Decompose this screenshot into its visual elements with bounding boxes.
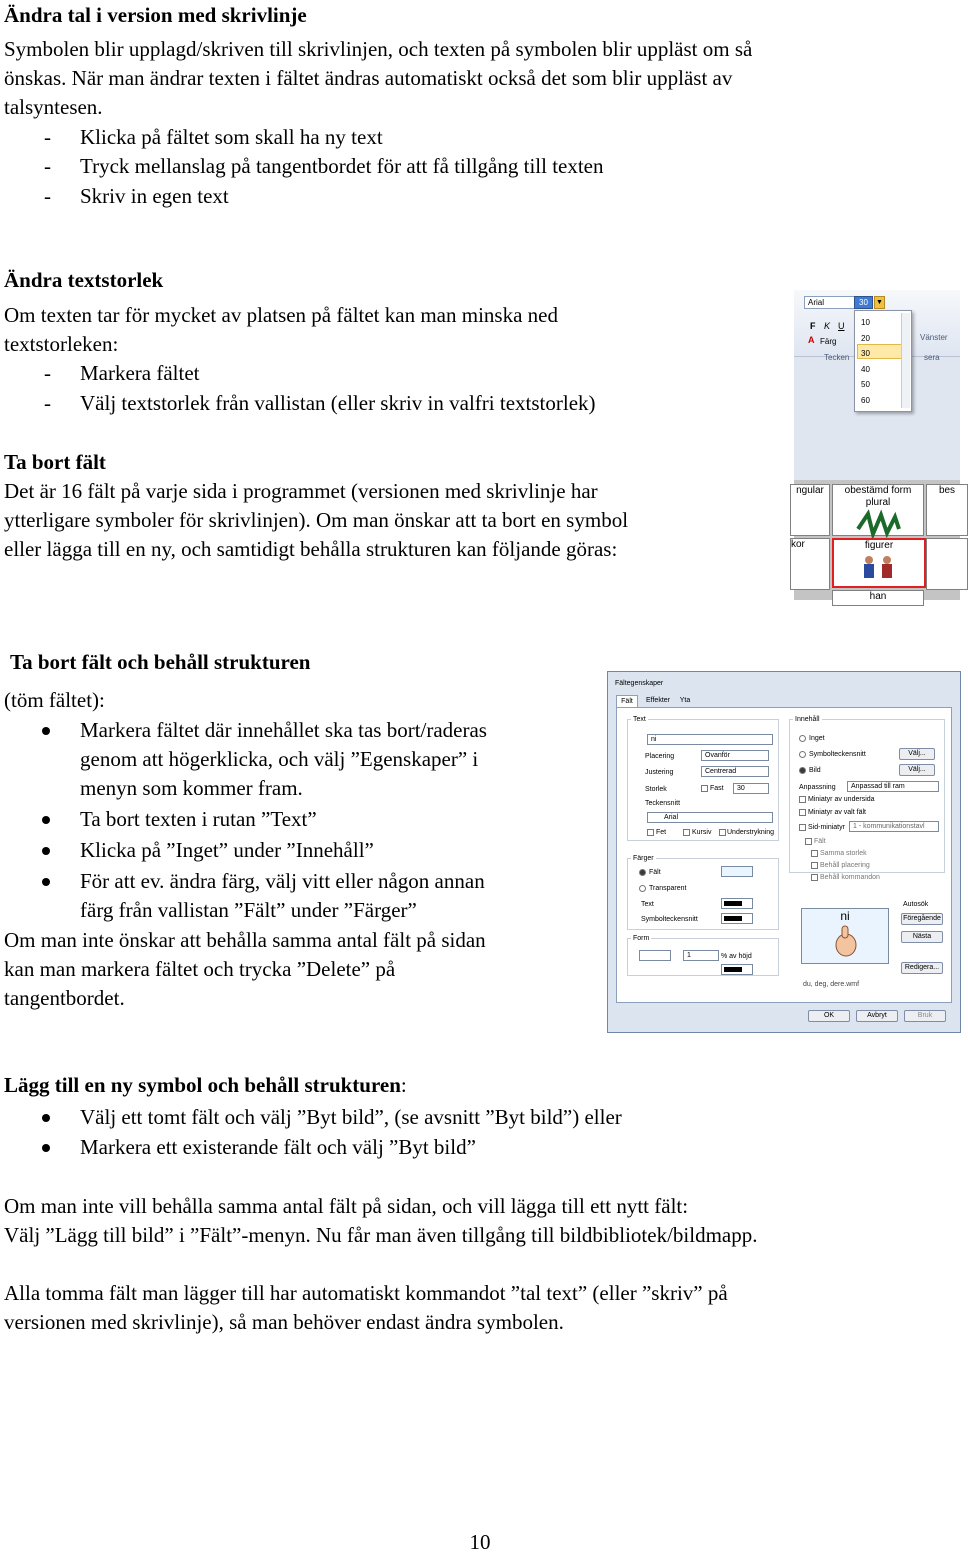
border-width-select[interactable] [683, 950, 719, 961]
size-option[interactable]: 30 [861, 349, 870, 358]
size-options [861, 315, 870, 408]
alignment-label: Vänster [920, 333, 948, 342]
text-color-select[interactable] [721, 898, 753, 909]
checkbox-label: Kursiv [692, 829, 712, 836]
bullet-text: Klicka på ”Inget” under ”Innehåll” [80, 838, 374, 862]
none-radio[interactable] [799, 735, 806, 742]
size-option[interactable]: 40 [861, 364, 870, 374]
step-text: Markera fältet [80, 361, 200, 385]
field-label: Symbolteckensnitt [641, 916, 698, 923]
radio-label: Fält [649, 869, 661, 876]
italic-button[interactable]: K [824, 321, 831, 331]
preview-label: ni [840, 909, 850, 923]
size-option[interactable]: 10 [861, 318, 870, 327]
bullet-marker [42, 878, 50, 886]
scrollbar[interactable] [901, 313, 910, 408]
keep-position-checkbox[interactable] [811, 862, 818, 869]
color-label[interactable]: Färg [820, 337, 837, 346]
edit-button[interactable]: Redigera... [901, 962, 943, 974]
checkbox-label: Understrykning [727, 829, 775, 836]
next-button[interactable]: Nästa [901, 931, 943, 943]
apply-button[interactable]: Bruk [904, 1010, 946, 1022]
ok-button[interactable]: OK [808, 1010, 850, 1022]
group-label: Färger [633, 855, 654, 862]
cell-label: ngular [796, 485, 824, 496]
select-value: 1 - kommunikationstavl [853, 823, 925, 830]
cell-label: bes [938, 485, 956, 496]
dash-marker: - [44, 125, 51, 149]
field-label: Storlek [645, 786, 667, 793]
section-heading: Ändra textstorlek [4, 268, 164, 292]
symbol-cell[interactable] [832, 590, 924, 606]
font-size-dropdown-list [854, 310, 912, 412]
field-checkbox[interactable] [805, 838, 812, 845]
bullet-marker [42, 727, 50, 735]
previous-button[interactable]: Föregående [901, 913, 943, 925]
symbol-font-radio[interactable] [799, 751, 806, 758]
select-value: Arial [664, 814, 679, 821]
tab-yta[interactable]: Yta [679, 697, 691, 704]
checkbox-label: Fet [656, 829, 667, 836]
symbol-cell[interactable] [790, 538, 830, 590]
cell-label: obestämd form plural [844, 485, 912, 508]
checkbox-label: Miniatyr av valt fält [808, 809, 866, 816]
checkbox-label: Fast [710, 785, 724, 792]
paragraph-line: (töm fältet): [4, 688, 105, 712]
field-label: % av höjd [721, 953, 752, 960]
paragraph-line: tangentbordet. [4, 986, 125, 1010]
color-swatch [724, 916, 742, 921]
group-label: Innehåll [795, 716, 820, 723]
select-value: Anpassad till ram [851, 783, 905, 790]
dash-marker: - [44, 361, 51, 385]
image-radio[interactable] [799, 767, 806, 774]
font-size-screenshot [791, 290, 960, 602]
field-properties-dialog [607, 671, 961, 1033]
checkbox-label: Miniatyr av undersida [808, 796, 875, 803]
dash-marker: - [44, 184, 51, 208]
paragraph-line: ytterligare symboler för skrivlinjen). Om man önskar att ta bort en symbol [4, 508, 629, 532]
symbol-cell-selected[interactable] [832, 538, 926, 588]
same-size-checkbox[interactable] [811, 850, 818, 857]
text-input-value: ni [651, 736, 657, 743]
bullet-text: genom att högerklicka, och välj ”Egenskaper” i [80, 747, 479, 771]
paragraph-line: Om man inte önskar att behålla samma antal fält på sidan [4, 928, 486, 952]
step-text: Klicka på fältet som skall ha ny text [80, 125, 383, 149]
symbol-cell[interactable] [790, 484, 830, 536]
select-value: Centrerad [705, 768, 737, 775]
paragraph-line: Det är 16 fält på varje sida i programmet (versionen med skrivlinje har [4, 479, 598, 503]
bullet-text: Ta bort texten i rutan ”Text” [80, 807, 317, 831]
field-label: Text [641, 901, 654, 908]
paragraph-line: Alla tomma fält man lägger till har automatiskt kommandot ”tal text” (eller ”skriv” på [4, 1281, 728, 1305]
group-label: Form [633, 935, 650, 942]
symbol-preview [801, 908, 889, 964]
border-color-select[interactable] [639, 950, 671, 961]
tab-panel [616, 707, 952, 1003]
page-number: 10 [469, 1530, 491, 1554]
color-swatch [724, 967, 742, 972]
section-heading: Ändra tal i version med skrivlinje [4, 3, 307, 27]
transparent-radio[interactable] [639, 885, 646, 892]
section-heading: Lägg till en ny symbol och behåll strukturen [4, 1073, 401, 1097]
checkbox-label: Samma storlek [820, 850, 867, 857]
checkbox-label: Behåll kommandon [820, 874, 880, 881]
radio-label: Transparent [649, 885, 687, 892]
step-text: Skriv in egen text [80, 184, 229, 208]
underline-checkbox[interactable] [719, 829, 726, 836]
page-select[interactable] [849, 821, 939, 832]
bullet-text: färg från vallistan ”Fält” under ”Färger” [80, 898, 417, 922]
checkbox-label: Behåll placering [820, 862, 870, 869]
cancel-button[interactable]: Avbryt [856, 1010, 898, 1022]
placement-select[interactable] [701, 750, 769, 761]
choose-symbol-button[interactable]: Välj... [899, 748, 935, 760]
step-text: Välj textstorlek från vallistan (eller skriv in valfri textstorlek) [80, 391, 596, 415]
dash-marker: - [44, 154, 51, 178]
justification-select[interactable] [701, 766, 769, 777]
symbol-cell[interactable] [926, 484, 968, 536]
paragraph-line: textstorleken: [4, 332, 119, 356]
select-value: 30 [737, 785, 745, 792]
subpage-thumbnail-checkbox[interactable] [799, 796, 806, 803]
fixed-size-checkbox[interactable] [701, 785, 708, 792]
cell-label: kor [791, 539, 805, 550]
radio-label: Symbolteckensnitt [809, 751, 866, 758]
cell-label: han [869, 591, 887, 602]
select-value: Ovanför [705, 752, 730, 759]
autosearch-label: Autosök [903, 901, 929, 908]
people-symbol-icon [854, 552, 904, 582]
italic-checkbox[interactable] [683, 829, 690, 836]
tab-falt[interactable]: Fält [616, 695, 638, 707]
field-label: Placering [645, 753, 675, 760]
section-heading-line [4, 1071, 407, 1100]
symbol-color-select[interactable] [721, 913, 753, 924]
font-color-icon[interactable]: A [808, 335, 815, 345]
section-heading: Ta bort fält och behåll strukturen [10, 650, 311, 674]
preview-filenames: du, deg, dere.wmf [803, 981, 860, 988]
size-option[interactable]: 20 [861, 333, 870, 343]
text-input[interactable] [647, 734, 773, 745]
step-text: Tryck mellanslag på tangentbordet för att få tillgång till texten [80, 154, 604, 178]
paragraph-line: eller lägga till en ny, och samtidigt behålla strukturen kan följande göras: [4, 537, 618, 561]
font-select[interactable] [647, 812, 773, 823]
field-color-radio[interactable] [639, 869, 646, 876]
size-select[interactable] [733, 783, 769, 794]
dialog-title: Fältegenskaper [615, 680, 664, 687]
paragraph-line: Om man inte vill behålla samma antal fält på sidan, och vill lägga till ett nytt fält: [4, 1194, 689, 1218]
size-option[interactable]: 60 [861, 395, 870, 405]
group-label: Text [633, 716, 646, 723]
page-thumbnail-checkbox[interactable] [799, 824, 806, 831]
checkbox-label: Sid-miniatyr [808, 824, 845, 831]
tab-effekter[interactable]: Effekter [646, 697, 670, 704]
font-size-field[interactable]: 30 [854, 296, 873, 309]
radio-label: Bild [809, 767, 821, 774]
bullet-text: Markera fältet där innehållet ska tas bort/raderas [80, 718, 487, 742]
symbol-cell[interactable] [926, 538, 968, 590]
border-fill-select[interactable] [721, 964, 753, 975]
scribble-symbol-icon [853, 509, 903, 539]
bullet-text: menyn som kommer fram. [80, 776, 303, 800]
radio-label: Inget [809, 735, 825, 742]
select-value: 1 [687, 952, 691, 959]
paragraph-line: versionen med skrivlinje), så man behöver endast ändra symbolen. [4, 1310, 564, 1334]
paragraph-line: Välj ”Lägg till bild” i ”Fält”-menyn. Nu får man även tillgång till bildbibliotek/bildmapp. [4, 1223, 758, 1247]
color-swatch [724, 901, 742, 906]
paragraph-line: kan man markera fältet och trycka ”Delete” på [4, 957, 396, 981]
symbol-grid [791, 480, 960, 602]
fit-select[interactable] [847, 781, 939, 792]
bullet-marker [42, 847, 50, 855]
size-option[interactable]: 50 [861, 380, 870, 389]
pointing-hand-icon [802, 923, 888, 961]
choose-image-button[interactable]: Välj... [899, 764, 935, 776]
bullet-text: För att ev. ändra färg, välj vitt eller någon annan [80, 869, 485, 893]
paragraph-line: Om texten tar för mycket av platsen på fältet kan man minska ned [4, 303, 558, 327]
bold-button[interactable]: F [810, 321, 816, 331]
field-label: Anpassning [799, 784, 836, 791]
symbol-cell[interactable] [832, 484, 924, 536]
section-label: sera [924, 353, 940, 362]
bullet-marker [42, 1144, 50, 1152]
section-heading: Ta bort fält [4, 450, 106, 474]
paragraph-line: önskas. När man ändrar texten i fältet ändras automatiskt också det som blir uppläst av [4, 66, 733, 90]
font-section-label: Tecken [824, 353, 850, 362]
font-name-field[interactable]: Arial [804, 296, 855, 309]
underline-button[interactable]: U [838, 321, 845, 331]
keep-commands-checkbox[interactable] [811, 874, 818, 881]
paragraph-line: Symbolen blir upplagd/skriven till skrivlinjen, och texten på symbolen blir uppläst om så [4, 37, 753, 61]
heading-suffix: : [400, 1073, 407, 1097]
bold-checkbox[interactable] [647, 829, 654, 836]
bullet-text: Markera ett existerande fält och välj ”Byt bild” [80, 1135, 476, 1159]
field-thumbnail-checkbox[interactable] [799, 809, 806, 816]
cell-label: figurer [864, 540, 894, 551]
bullet-marker [42, 816, 50, 824]
dropdown-arrow-icon[interactable]: ▼ [874, 296, 885, 309]
field-label: Justering [645, 769, 674, 776]
paragraph-line: talsyntesen. [4, 95, 103, 119]
bullet-text: Välj ett tomt fält och välj ”Byt bild”, (se avsnitt ”Byt bild”) eller [80, 1105, 622, 1129]
checkbox-label: Fält [814, 838, 826, 845]
field-color-select[interactable] [721, 866, 753, 877]
dash-marker: - [44, 391, 51, 415]
field-label: Teckensnitt [645, 800, 681, 807]
bullet-marker [42, 1114, 50, 1122]
